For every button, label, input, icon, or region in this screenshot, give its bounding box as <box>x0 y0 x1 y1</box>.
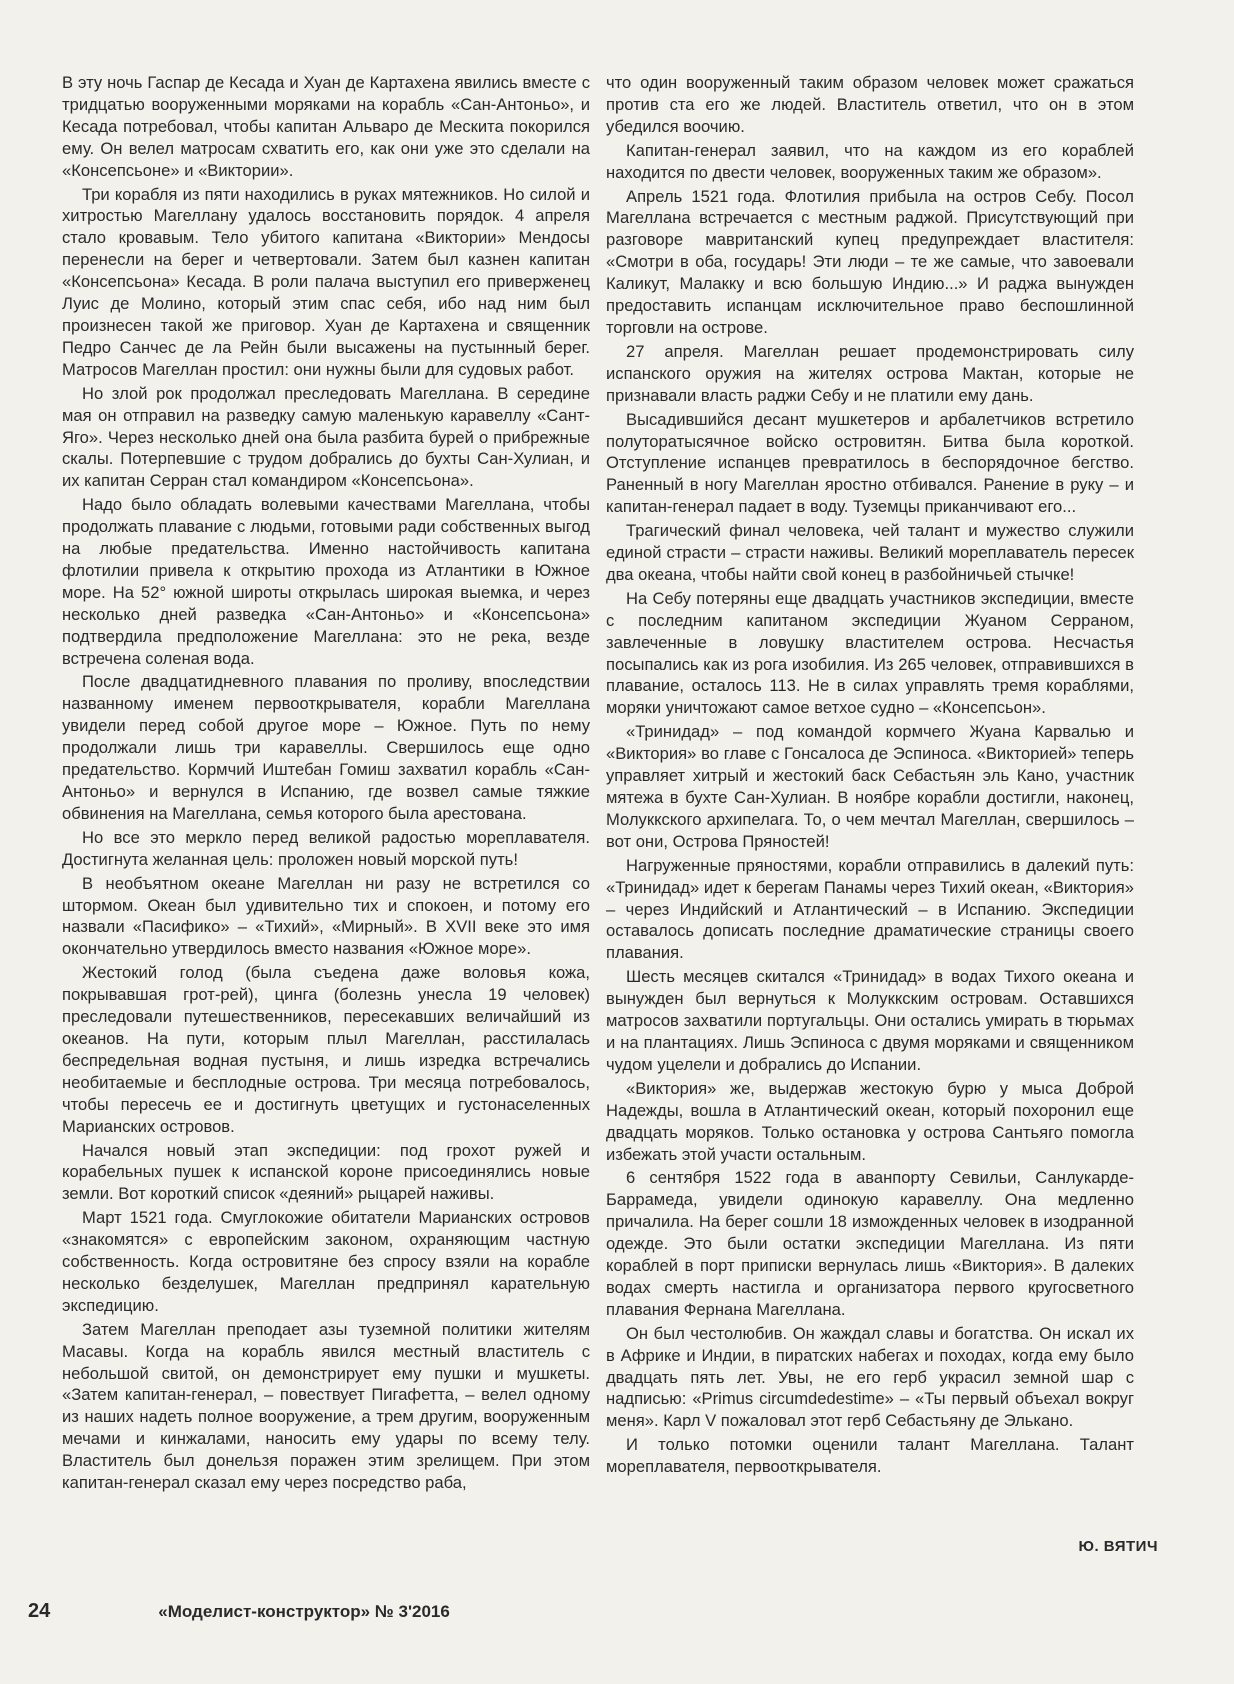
text-column-right <box>606 72 1134 1480</box>
paragraph: Надо было обладать волевыми качествами Магеллана, чтобы продолжать плавание с людьми, готовыми ради собственных выгод на любые предательства. Именно настойчивость капитана флотилии привела к открытию прохода из Атлантики в Южное море. На 52° южной широты открылась широкая выемка, и через несколько дней разведка «Сан-Антоньо» и «Консепсьона» подтвердила предположение Магеллана: это не река, везде встречена соленая вода. <box>62 495 590 668</box>
paragraph: Три корабля из пяти находились в руках мятежников. Но силой и хитростью Магеллану удалось восстановить порядок. 4 апреля стало кровавым. Тело убитого капитана «Виктории» Мендосы перенесли на берег и четвертовали. Затем был казнен капитан «Консепсьона» Кесада. В роли палача выступил его приверженец Луис де Молино, который этим спас себя, ибо над ним был произнесен такой же приговор. Хуан де Картахена и священник Педро Санчес де ла Рейн были высажены на пустынный берег. Матросов Магеллан простил: они нужны были для судовых работ. <box>62 184 590 379</box>
paragraph: Апрель 1521 года. Флотилия прибыла на остров Себу. Посол Магеллана встречается с местным раджой. Присутствующий при разговоре мавританский купец предупреждает властителя: «Смотри в оба, государь! Эти люди – те же самые, что завоевали Каликут, Малакку и всю большую Индию...» И раджа вынужден предоставить испанцам исключительное право беспошлинной торговли на острове. <box>606 186 1134 337</box>
paragraph: Высадившийся десант мушкетеров и арбалетчиков встретило полуторатысячное войско островитян. Битва была короткой. Отступление испанцев превратилось в беспорядочное бегство. Раненный в ногу Магеллан яростно отбивался. Ранение в руку – и капитан-генерал падает в воду. Туземцы приканчивают его... <box>606 409 1134 517</box>
paragraph: «Виктория» же, выдержав жестокую бурю у мыса Доброй Надежды, вошла в Атлантический океан, который похоронил еще двадцать моряков. Только остановка у острова Сантьяго помогла избежать этой участи остальным. <box>606 1078 1134 1164</box>
paragraph: Нагруженные пряностями, корабли отправились в далекий путь: «Тринидад» идет к берегам Панамы через Тихий океан, «Виктория» – через Индийский и Атлантический – в Испанию. Экспедиции оставалось дописать последние драматические страницы своего плавания. <box>606 855 1134 963</box>
paragraph: Начался новый этап экспедиции: под грохот ружей и корабельных пушек к испанской короне присоединялись новые земли. Вот короткий список «деяний» рыцарей наживы. <box>62 1140 590 1204</box>
paragraph: Март 1521 года. Смуглокожие обитатели Марианских островов «знакомятся» с европейским законом, охраняющим частную собственность. Когда островитяне без спросу взяли на корабле несколько безделушек, Магеллан предпринял карательную экспедицию. <box>62 1208 590 1315</box>
paragraph: 27 апреля. Магеллан решает продемонстрировать силу испанского оружия на жителях острова Мактан, которые не признавали власть раджи Себу и не платили ему дань. <box>606 341 1134 405</box>
paragraph: Он был честолюбив. Он жаждал славы и богатства. Он искал их в Африке и Индии, в пиратских набегах и походах, когда ему было двадцать пять лет. Увы, не его герб украсил земной шар с надписью: «Primus circumdedestime» – «Ты первый объехал вокруг меня». Карл V пожаловал этот герб Себастьяну де Элькано. <box>606 1323 1134 1431</box>
page-number: 24 <box>28 1600 51 1622</box>
paragraph: После двадцатидневного плавания по проливу, впоследствии названному именем первооткрывателя, корабли Магеллана увидели перед собой другое море – Южное. Путь по нему продолжали лишь три каравеллы. Свершилось еще одно предательство. Кормчий Иштебан Гомиш захватил корабль «Сан-Антоньо» и вернулся в Испанию, где возвел самые тяжкие обвинения на Магеллана, семья которого была арестована. <box>62 672 590 823</box>
paragraph: Капитан-генерал заявил, что на каждом из его кораблей находится по двести человек, вооруженных таким же образом». <box>606 140 1134 182</box>
paragraph: Шесть месяцев скитался «Тринидад» в водах Тихого океана и вынужден был вернуться к Молуккским островам. Оставшихся матросов захватили португальцы. Они остались умирать в тюрьмах и на плантациях. Лишь Эспиноса с двумя моряками и священником чудом уцелели и добрались до Испании. <box>606 967 1134 1074</box>
magazine-title: «Моделист-конструктор» № 3'2016 <box>158 1602 450 1621</box>
paragraph: На Себу потеряны еще двадцать участников экспедиции, вместе с последним капитаном экспедиции Жуаном Серраном, завлеченные в ловушку властителем острова. Несчастья посыпались как из рога изобилия. Из 265 человек, отправившихся в плавание, осталось 113. Не в силах управлять тремя кораблями, моряки уничтожают самое ветхое судно – «Консепсьон». <box>606 588 1134 718</box>
paragraph: Затем Магеллан преподает азы туземной политики жителям Масавы. Когда на корабль явился местный властитель с небольшой свитой, он демонстрирует ему пушки и мушкеты. «Затем капитан-генерал, – повествует Пигафетта, – велел одному из наших надеть полное вооружение, а трем другим, вооруженным мечами и кинжалами, наносить ему удары по всему телу. Властитель был донельзя поражен этим зрелищем. При этом капитан-генерал сказал ему через посредство раба, <box>62 1319 590 1493</box>
page-footer <box>28 1600 450 1623</box>
paragraph: И только потомки оценили талант Магеллана. Талант мореплавателя, первооткрывателя. <box>606 1435 1134 1477</box>
paragraph: Но все это меркло перед великой радостью мореплавателя. Достигнута желанная цель: проложен новый морской путь! <box>62 827 590 869</box>
paragraph: что один вооруженный таким образом человек может сражаться против ста его же людей. Властитель ответил, что он в этом убедился воочию. <box>606 73 1134 136</box>
author-signature: Ю. ВЯТИЧ <box>1078 1538 1158 1555</box>
paragraph: 6 сентября 1522 года в аванпорту Севильи, Санлукарде-Баррамеда, увидели одинокую каравеллу. Она медленно причалила. На берег сошли 18 изможденных человек в изодранной одежде. Это были остатки экспедиции Магеллана. Из пяти кораблей в порт приписки вернулась лишь «Виктория». В далеких водах смерть настигла и организатора первого кругосветного плавания Фернана Магеллана. <box>606 1168 1134 1319</box>
paragraph: В эту ночь Гаспар де Кесада и Хуан де Картахена явились вместе с тридцатью вооруженными моряками на корабль «Сан-Антоньо», и Кесада потребовал, чтобы капитан Альваро де Мескита покорился ему. Он велел матросам схватить его, как они уже это сделали на «Консепсьоне» и «Виктории». <box>62 73 590 180</box>
paragraph: Но злой рок продолжал преследовать Магеллана. В середине мая он отправил на разведку самую маленькую каравеллу «Сант-Яго». Через несколько дней она была разбита бурей о прибрежные скалы. Потерпевшие с трудом добрались до бухты Сан-Хулиан, и их капитан Серран стал командиром «Консепсьона». <box>62 383 590 491</box>
paragraph: «Тринидад» – под командой кормчего Жуана Карвалью и «Виктория» во главе с Гонсалоса де Эспиноса. «Викторией» теперь управляет хитрый и жестокий баск Себастьян эль Кано, участник мятежа в бухте Сан-Хулиан. В ноябре корабли достигли, наконец, Молуккского архипелага. То, о чем мечтал Магеллан, свершилось – вот они, Острова Пряностей! <box>606 722 1134 851</box>
paragraph: В необъятном океане Магеллан ни разу не встретился со штормом. Океан был удивительно тих и спокоен, и потому его назвали «Пасифико» – «Тихий», «Мирный». В XVII веке это имя окончательно утвердилось вместо названия «Южное море». <box>62 873 590 959</box>
paragraph: Трагический финал человека, чей талант и мужество служили единой страсти – страсти наживы. Великий мореплаватель пересек два океана, чтобы найти свой конец в разбойничьей стычке! <box>606 521 1134 584</box>
text-column-left <box>62 72 590 1496</box>
paragraph: Жестокий голод (была съедена даже воловья кожа, покрывавшая грот-рей), цинга (болезнь унесла 19 человек) преследовали путешественников, пересекавших величайший из океанов. На пути, которым плыл Магеллан, расстилалась беспредельная водная пустыня, и лишь изредка встречались необитаемые и бесплодные острова. Три месяца потребовалось, чтобы пересечь ее и достигнуть цветущих и густонаселенных Марианских островов. <box>62 963 590 1136</box>
